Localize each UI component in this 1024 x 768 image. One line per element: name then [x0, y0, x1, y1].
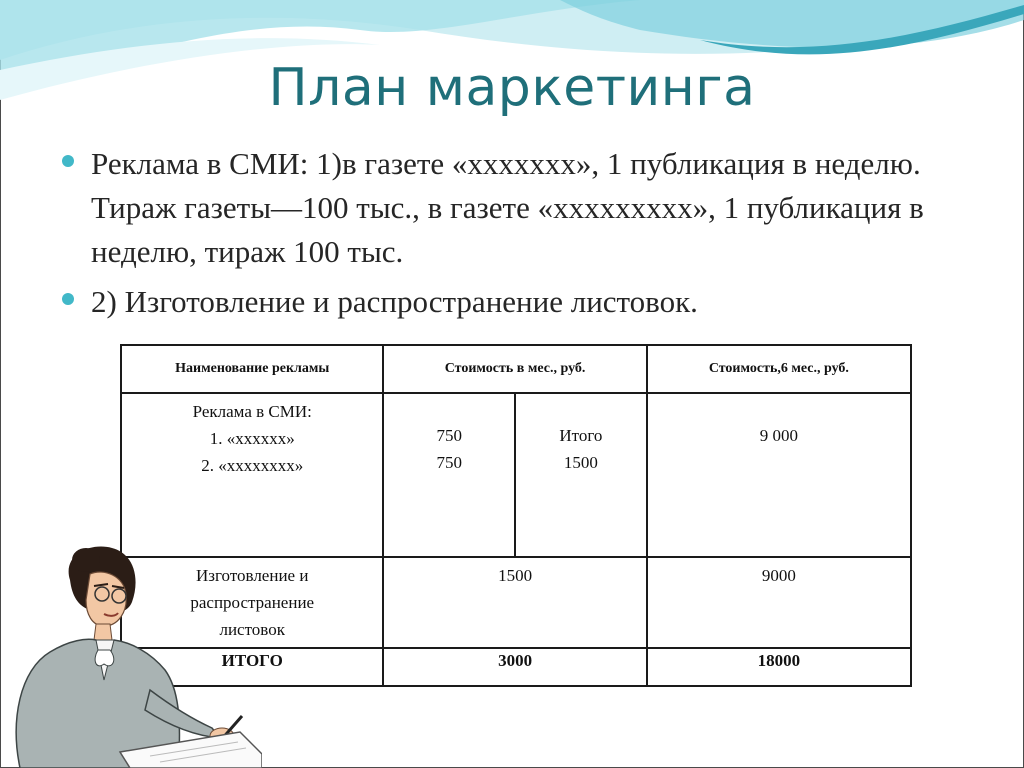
- cell-media-monthly: [383, 393, 515, 557]
- cell-total-six-months: 18000: [647, 648, 911, 686]
- cell-total-monthly: 3000: [383, 648, 646, 686]
- leaflets-name-line: распространение: [190, 593, 315, 612]
- cell-media-name: [121, 393, 383, 557]
- slide-title: План маркетинга: [268, 58, 756, 118]
- leaflets-name-line: листовок: [219, 620, 285, 639]
- media-name-line: 2. «хххххххх»: [201, 456, 304, 475]
- leaflets-name-line: Изготовление и: [196, 566, 309, 585]
- header-monthly-cost: Стоимость в мес., руб.: [383, 345, 646, 393]
- media-name-line: 1. «хххххх»: [209, 429, 295, 448]
- cell-media-subtotal: [515, 393, 647, 557]
- cell-leaflets-monthly: 1500: [383, 557, 646, 648]
- media-monthly-value: 750: [436, 453, 462, 472]
- woman-writing-clipart: [0, 540, 262, 768]
- bullet-dot-icon: [62, 155, 74, 167]
- media-monthly-value: 750: [436, 426, 462, 445]
- bullet-text-media: Реклама в СМИ: 1)в газете «ххххххх», 1 публикация в неделю. Тираж газеты—100 тыс., в газете «ххххххххх», 1 публикация в неделю, тираж 100 тыс.: [91, 146, 924, 269]
- bullet-dot-icon: [62, 293, 74, 305]
- media-name-line: Реклама в СМИ:: [192, 402, 312, 421]
- table-row-media: [121, 393, 911, 557]
- header-six-month-cost: Стоимость,6 мес., руб.: [647, 345, 911, 393]
- bullet-list: [58, 142, 978, 330]
- bullet-item-media: [58, 142, 978, 274]
- media-subtotal-value: 1500: [563, 453, 598, 472]
- bullet-item-leaflets: [58, 280, 978, 324]
- header-name: Наименование рекламы: [121, 345, 383, 393]
- media-subtotal-label: Итого: [559, 426, 603, 445]
- bullet-text-leaflets: 2) Изготовление и распространение листовок.: [91, 284, 698, 319]
- cell-media-six-months: 9 000: [647, 393, 911, 557]
- table-header-row: [121, 345, 911, 393]
- cell-leaflets-six-months: 9000: [647, 557, 911, 648]
- cell-total-label: ИТОГО: [121, 648, 383, 686]
